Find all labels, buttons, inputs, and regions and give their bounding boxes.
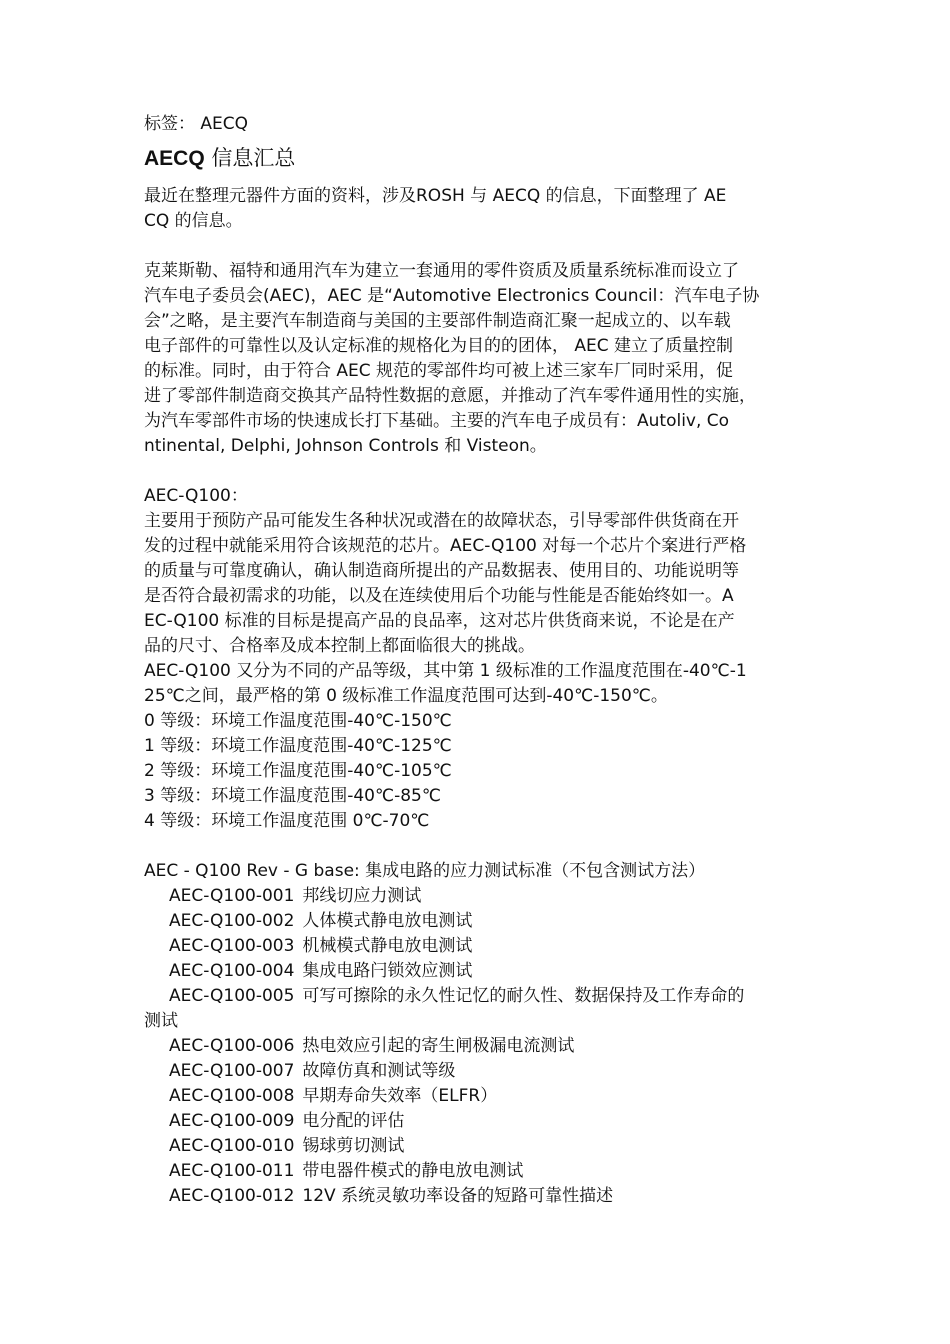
grade-item: 1 等级：环境工作温度范围-40℃-125℃ bbox=[144, 736, 452, 756]
text-line: 电子部件的可靠性以及认定标准的规格化为目的的团体， AEC 建立了质量控制 bbox=[144, 336, 734, 356]
test-code: AEC-Q100-004 bbox=[169, 961, 295, 981]
test-code: AEC-Q100-008 bbox=[169, 1086, 295, 1106]
test-name: 集成电路闩锁效应测试 bbox=[302, 961, 473, 981]
test-code: AEC-Q100-007 bbox=[169, 1061, 295, 1081]
intro-paragraph bbox=[144, 184, 824, 234]
test-name: 机械模式静电放电测试 bbox=[302, 936, 473, 956]
q100-paragraph bbox=[144, 509, 824, 709]
test-code: AEC-Q100-011 bbox=[169, 1161, 295, 1181]
test-name: 可写可擦除的永久性记忆的耐久性、数据保持及工作寿命的 bbox=[302, 986, 745, 1006]
document-title bbox=[144, 141, 824, 176]
test-name: 热电效应引起的寄生闸极漏电流测试 bbox=[302, 1036, 575, 1056]
test-code: AEC-Q100-003 bbox=[169, 936, 295, 956]
tag-line: 标签： AECQ bbox=[144, 114, 249, 134]
test-code: AEC-Q100-010 bbox=[169, 1136, 295, 1156]
text-line: ntinental, Delphi, Johnson Controls 和 Visteon。 bbox=[144, 436, 547, 456]
q100-heading: AEC-Q100： bbox=[144, 486, 248, 506]
text-line: CQ 的信息。 bbox=[144, 211, 243, 231]
test-item bbox=[144, 1084, 824, 1109]
text-line: 克莱斯勒、福特和通用汽车为建立一套通用的零件资质及质量系统标准而设立了 bbox=[144, 261, 739, 281]
test-code: AEC-Q100-009 bbox=[169, 1111, 295, 1131]
grade-item: 4 等级：环境工作温度范围 0℃-70℃ bbox=[144, 811, 430, 831]
grade-list bbox=[144, 709, 824, 834]
test-item bbox=[144, 1059, 824, 1084]
text-line: 是否符合最初需求的功能，以及在连续使用后个功能与性能是否能始终如一。A bbox=[144, 586, 734, 606]
text-line: 25℃之间，最严格的第 0 级标准工作温度范围可达到-40℃-150℃。 bbox=[144, 686, 668, 706]
title-rest: 信息汇总 bbox=[204, 146, 296, 170]
text-line: 会”之略，是主要汽车制造商与美国的主要部件制造商汇聚一起成立的、以车载 bbox=[144, 311, 731, 331]
test-list bbox=[144, 884, 824, 1209]
grade-item: 2 等级：环境工作温度范围-40℃-105℃ bbox=[144, 761, 452, 781]
test-code: AEC-Q100-002 bbox=[169, 911, 295, 931]
test-code: AEC-Q100-006 bbox=[169, 1036, 295, 1056]
title-bold: AECQ bbox=[144, 147, 205, 170]
text-line: AEC-Q100 又分为不同的产品等级，其中第 1 级标准的工作温度范围在-40℃-1 bbox=[144, 661, 747, 681]
grade-item: 0 等级：环境工作温度范围-40℃-150℃ bbox=[144, 711, 452, 731]
test-item bbox=[144, 1184, 824, 1209]
test-item bbox=[144, 1034, 824, 1059]
grade-item: 3 等级：环境工作温度范围-40℃-85℃ bbox=[144, 786, 441, 806]
test-name: 测试 bbox=[144, 1011, 178, 1031]
document-page bbox=[144, 112, 824, 1209]
test-item bbox=[144, 959, 824, 984]
rev-heading: AEC - Q100 Rev - G base: 集成电路的应力测试标准（不包含测试方法） bbox=[144, 861, 706, 881]
text-line: EC-Q100 标准的目标是提高产品的良品率，这对芯片供货商来说，不论是在产 bbox=[144, 611, 735, 631]
test-name: 早期寿命失效率（ELFR） bbox=[302, 1086, 498, 1106]
test-code: AEC-Q100-001 bbox=[169, 886, 295, 906]
text-line: 发的过程中就能采用符合该规范的芯片。AEC-Q100 对每一个芯片个案进行严格 bbox=[144, 536, 747, 556]
text-line: 最近在整理元器件方面的资料，涉及ROSH 与 AECQ 的信息，下面整理了 AE bbox=[144, 186, 727, 206]
test-code: AEC-Q100-012 bbox=[169, 1186, 295, 1206]
test-name: 12V 系统灵敏功率设备的短路可靠性描述 bbox=[302, 1186, 614, 1206]
test-item bbox=[144, 909, 824, 934]
test-name: 带电器件模式的静电放电测试 bbox=[302, 1161, 524, 1181]
test-item bbox=[144, 1109, 824, 1134]
test-item-continuation bbox=[144, 1009, 824, 1034]
text-line: 为汽车零部件市场的快速成长打下基础。主要的汽车电子成员有：Autoliv, Co bbox=[144, 411, 730, 431]
test-name: 故障仿真和测试等级 bbox=[302, 1061, 456, 1081]
test-item bbox=[144, 1159, 824, 1184]
text-line: 品的尺寸、合格率及成本控制上都面临很大的挑战。 bbox=[144, 636, 535, 656]
test-name: 人体模式静电放电测试 bbox=[302, 911, 473, 931]
test-item bbox=[144, 1134, 824, 1159]
test-name: 锡球剪切测试 bbox=[302, 1136, 405, 1156]
aec-paragraph bbox=[144, 259, 824, 459]
test-name: 电分配的评估 bbox=[302, 1111, 405, 1131]
text-line: 的标准。同时，由于符合 AEC 规范的零部件均可被上述三家车厂同时采用，促 bbox=[144, 361, 734, 381]
test-name: 邦线切应力测试 bbox=[302, 886, 422, 906]
test-item bbox=[144, 934, 824, 959]
test-item bbox=[144, 984, 824, 1009]
text-line: 进了零部件制造商交换其产品特性数据的意愿，并推动了汽车零件通用性的实施， bbox=[144, 386, 756, 406]
text-line: 的质量与可靠度确认，确认制造商所提出的产品数据表、使用目的、功能说明等 bbox=[144, 561, 739, 581]
test-item bbox=[144, 884, 824, 909]
test-code: AEC-Q100-005 bbox=[169, 986, 295, 1006]
text-line: 汽车电子委员会(AEC)，AEC 是“Automotive Electronics Council：汽车电子协 bbox=[144, 286, 760, 306]
text-line: 主要用于预防产品可能发生各种状况或潜在的故障状态，引导零部件供货商在开 bbox=[144, 511, 739, 531]
